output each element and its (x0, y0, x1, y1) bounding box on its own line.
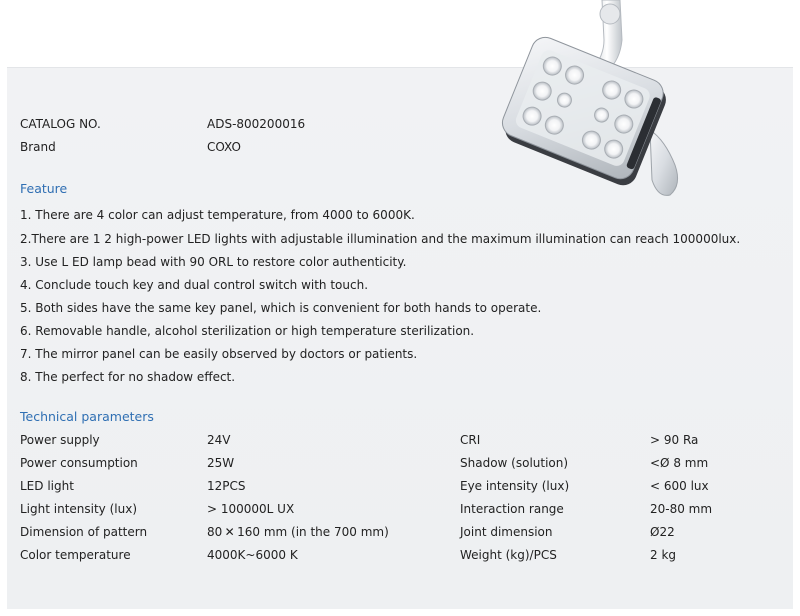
catalog-value: ADS-800200016 (207, 117, 306, 131)
param-label: Weight (kg)/PCS (460, 548, 557, 562)
feature-item: 7. The mirror panel can be easily observed by doctors or patients. (20, 347, 418, 361)
param-label: LED light (20, 479, 74, 493)
param-label: Eye intensity (lux) (460, 479, 570, 493)
feature-item: 6. Removable handle, alcohol sterilization or high temperature sterilization. (20, 324, 475, 338)
param-label: Power supply (20, 433, 100, 447)
feature-item: 4. Conclude touch key and dual control switch with touch. (20, 278, 369, 292)
param-value: 80 ✕ 160 mm (in the 700 mm) (207, 525, 389, 539)
param-value: > 90 Ra (650, 433, 699, 447)
feature-item: 8. The perfect for no shadow effect. (20, 370, 236, 384)
brand-value: COXO (207, 140, 241, 154)
param-label: Joint dimension (460, 525, 553, 539)
catalog-label: CATALOG NO. (20, 117, 101, 131)
feature-item: 1. There are 4 color can adjust temperature, from 4000 to 6000K. (20, 208, 415, 222)
param-value: < 600 lux (650, 479, 709, 493)
param-value: <Ø 8 mm (650, 456, 709, 470)
dental-lamp-image (470, 0, 720, 210)
param-label: Interaction range (460, 502, 564, 516)
brand-label: Brand (20, 140, 56, 154)
param-value: 4000K~6000 K (207, 548, 298, 562)
feature-item: 2.There are 1 2 high-power LED lights with adjustable illumination and the maximum illumination can reach 100000lux. (20, 232, 741, 246)
feature-item: 5. Both sides have the same key panel, which is convenient for both hands to operate. (20, 301, 542, 315)
param-value: 25W (207, 456, 235, 470)
technical-heading: Technical parameters (20, 409, 154, 424)
param-value: Ø22 (650, 525, 675, 539)
feature-heading: Feature (20, 181, 68, 196)
param-label: Dimension of pattern (20, 525, 148, 539)
param-label: Power consumption (20, 456, 138, 470)
param-value: > 100000L UX (207, 502, 295, 516)
param-value: 24V (207, 433, 231, 447)
param-value: 2 kg (650, 548, 677, 562)
param-label: Shadow (solution) (460, 456, 569, 470)
param-label: Color temperature (20, 548, 131, 562)
param-label: CRI (460, 433, 481, 447)
param-value: 20-80 mm (650, 502, 713, 516)
param-label: Light intensity (lux) (20, 502, 138, 516)
feature-item: 3. Use L ED lamp bead with 90 ORL to restore color authenticity. (20, 255, 407, 269)
param-value: 12PCS (207, 479, 246, 493)
